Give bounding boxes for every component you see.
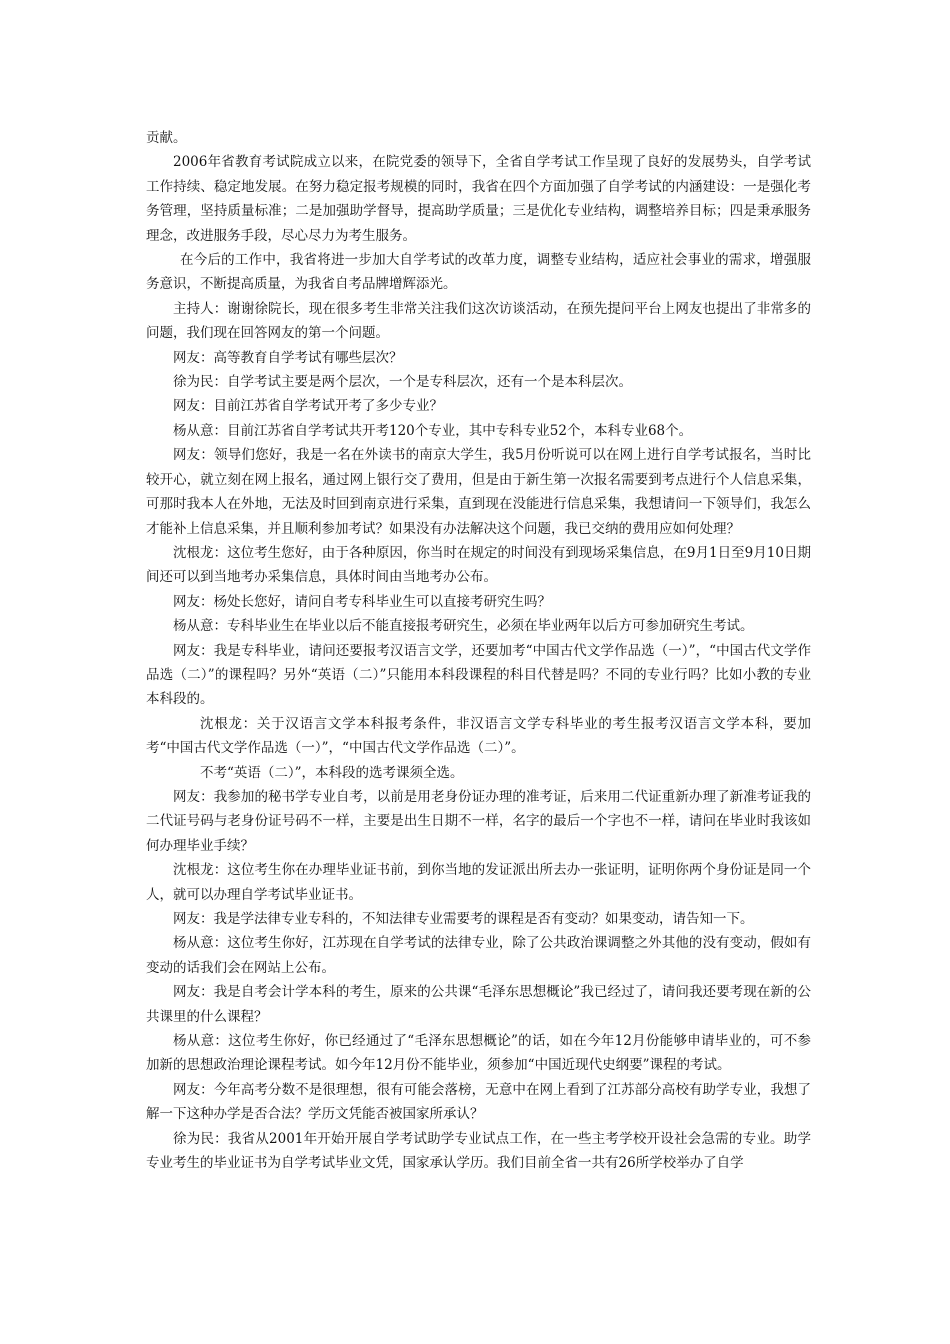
paragraph-20: 网友：我是自考会计学本科的考生，原来的公共课“毛泽东思想概论”我已经过了，请问我还要考现在新的公共课里的什么课程？ <box>146 984 811 1025</box>
paragraph-11: 网友：杨处长您好，请问自考专科毕业生可以直接考研究生吗？ <box>173 593 551 610</box>
paragraph-17: 沈根龙：这位考生你在办理毕业证书前，到你当地的发证派出所去办一张证明，证明你两个身份证是同一个人，就可以办理自学考试毕业证书。 <box>146 862 811 903</box>
paragraph-9: 网友：领导们您好，我是一名在外读书的南京大学生，我5月份听说可以在网上进行自学考试报名，当时比较开心，就立刻在网上报名，通过网上银行交了费用，但是由于新生第一次报名需要到考点进行个人信息采集，可那时我本人在外地，无法及时回到南京进行采集，直到现在没能进行信息采集，我想请问一下领导们，我怎么才能补上信息采集，并且顺利参加考试？如果没有办法解决这个问题，我已交纳的费用应如何处理？ <box>146 447 811 537</box>
paragraph-7: 网友：目前江苏省自学考试开考了多少专业？ <box>173 398 443 415</box>
paragraph-15: 不考“英语（二）”，本科段的选考课须全选。 <box>200 764 464 781</box>
paragraph-16: 网友：我参加的秘书学专业自考，以前是用老身份证办理的准考证，后来用二代证重新办理了新准考证我的二代证号码与老身份证号码不一样，主要是出生日期不一样，名字的最后一个字也不一样，请问在毕业时我该如何办理毕业手续？ <box>146 788 811 854</box>
paragraph-22: 网友：今年高考分数不是很理想，很有可能会落榜，无意中在网上看到了江苏部分高校有助学专业，我想了解一下这种办学是否合法？学历文凭能否被国家所承认？ <box>146 1081 811 1123</box>
paragraph-21: 杨从意：这位考生你好，你已经通过了“毛泽东思想概论”的话，如在今年12月份能够申请毕业的，可不参加新的思想政治理论课程考试。如今年12月份不能毕业，须参加“中国近现代史纲要”课程的考试。 <box>146 1033 811 1074</box>
paragraph-2: 2006年省教育考试院成立以来，在院党委的领导下，全省自学考试工作呈现了良好的发展势头，自学考试工作持续、稳定地发展。在努力稳定报考规模的同时，我省在四个方面加强了自学考试的内涵建设：一是强化考务管理，坚持质量标准；二是加强助学督导，提高助学质量；三是优化专业结构，调整培养目标；四是秉承服务理念，改进服务手段，尽心尽力为考生服务。 <box>146 154 811 244</box>
paragraph-19: 杨从意：这位考生你好，江苏现在自学考试的法律专业，除了公共政治课调整之外其他的没有变动，假如有变动的话我们会在网站上公布。 <box>146 935 811 976</box>
paragraph-5: 网友：高等教育自学考试有哪些层次？ <box>173 349 403 366</box>
paragraph-10: 沈根龙：这位考生您好，由于各种原因，你当时在规定的时间没有到现场采集信息，在9月1日至9月10日期间还可以到当地考办采集信息，具体时间由当地考办公布。 <box>146 544 811 586</box>
paragraph-18: 网友：我是学法律专业专科的，不知法律专业需要考的课程是否有变动？如果变动，请告知一下。 <box>173 911 754 927</box>
paragraph-23: 徐为民：我省从2001年开始开展自学考试助学专业试点工作，在一些主考学校开设社会急需的专业。助学专业考生的毕业证书为自学考试毕业文凭，国家承认学历。我们目前全省一共有26所学校举办了自学 <box>146 1130 811 1172</box>
paragraph-14: 沈根龙：关于汉语言文学本科报考条件，非汉语言文学专科毕业的考生报考汉语言文学本科，要加考“中国古代文学作品选（一）”，“中国古代文学作品选（二）”。 <box>146 715 811 757</box>
document-page <box>146 126 811 1175</box>
paragraph-4: 主持人：谢谢徐院长，现在很多考生非常关注我们这次访谈活动，在预先提问平台上网友也提出了非常多的问题，我们现在回答网友的第一个问题。 <box>146 300 811 342</box>
paragraph-12: 杨从意：专科毕业生在毕业以后不能直接报考研究生，必须在毕业两年以后方可参加研究生考试。 <box>173 618 754 635</box>
paragraph-8: 杨从意：目前江苏省自学考试共开考120个专业，其中专科专业52个，本科专业68个。 <box>173 422 693 439</box>
paragraph-1: 贡献。 <box>146 130 187 146</box>
paragraph-3: 在今后的工作中，我省将进一步加大自学考试的改革力度，调整专业结构，适应社会事业的需求，增强服务意识，不断提高质量，为我省自考品牌增辉添光。 <box>146 252 811 293</box>
paragraph-13: 网友：我是专科毕业，请问还要报考汉语言文学，还要加考“中国古代文学作品选（一）”，“中国古代文学作品选（二）”的课程吗？另外“英语（二）”只能用本科段课程的科目代替是吗？不同的专业行吗？比如小教的专业本科段的。 <box>146 642 811 708</box>
paragraph-6: 徐为民：自学考试主要是两个层次，一个是专科层次，还有一个是本科层次。 <box>173 374 632 391</box>
